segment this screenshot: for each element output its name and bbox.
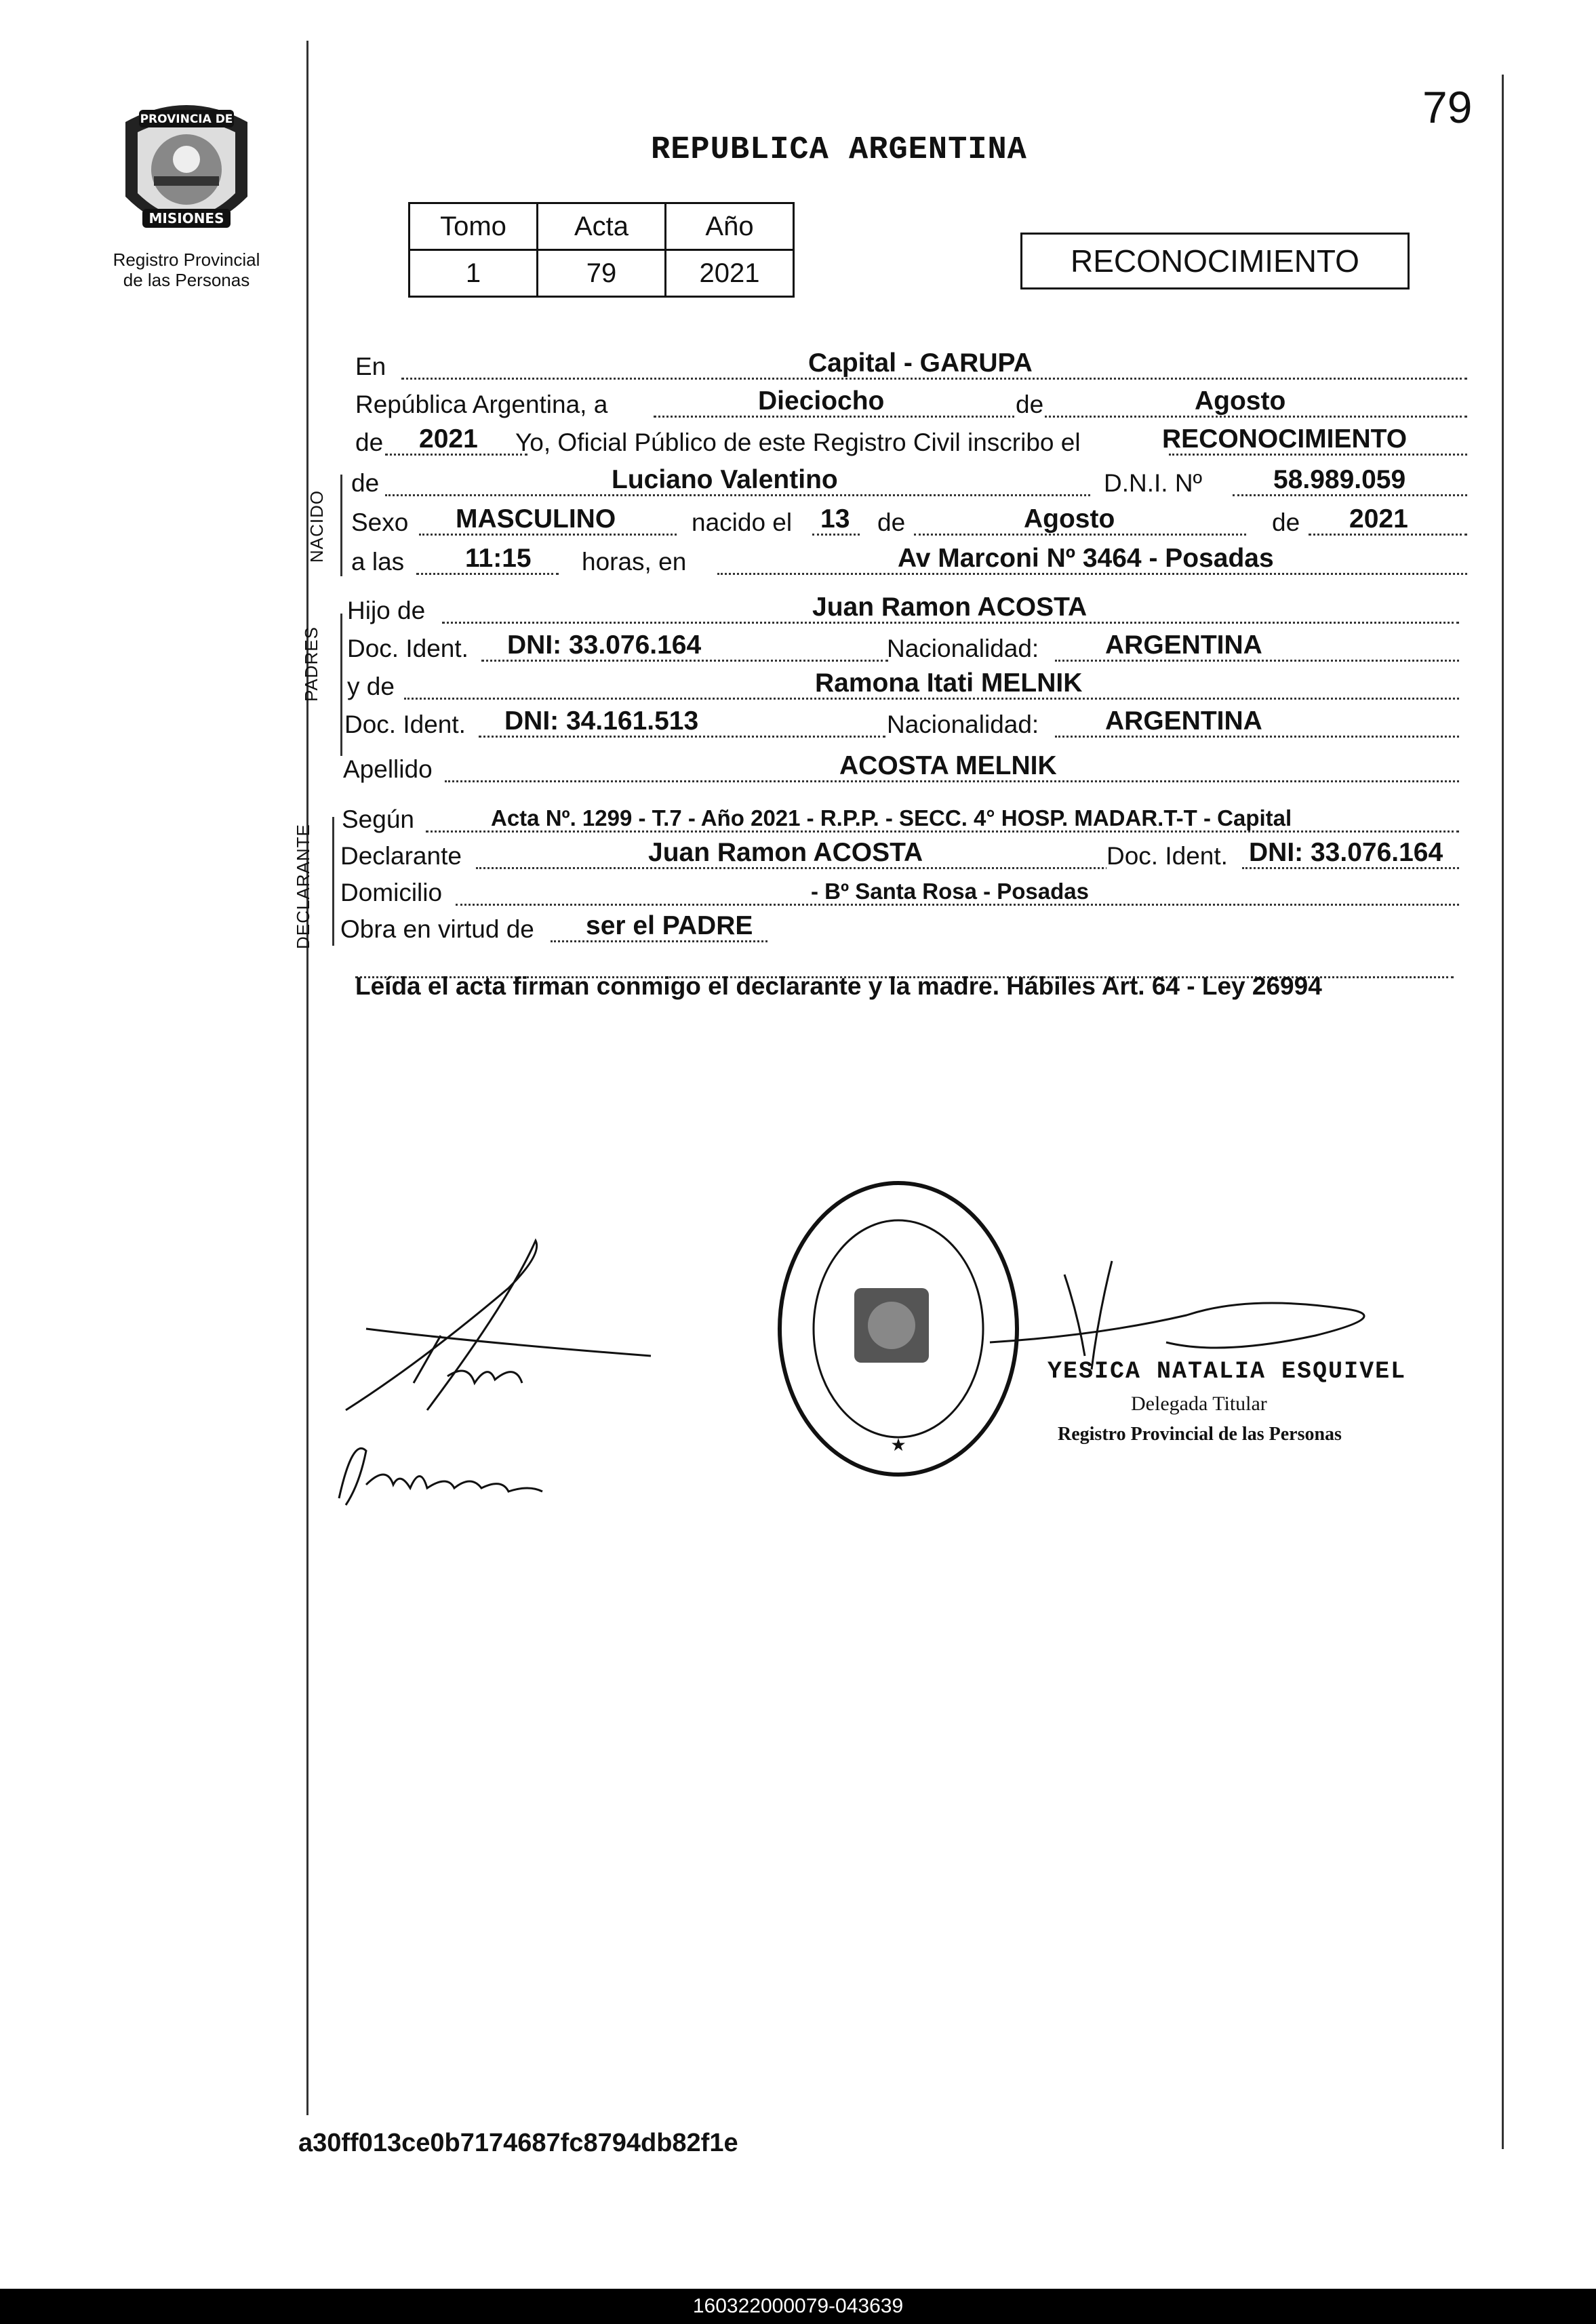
acta-table xyxy=(408,202,795,298)
label-nacido: nacido el xyxy=(692,508,793,536)
form-line-madre xyxy=(347,666,1459,706)
form-line-fecha xyxy=(355,384,1467,424)
value-doc-madre: DNI: 34.161.513 xyxy=(504,706,699,736)
side-label-nacido: NACIDO xyxy=(306,489,327,563)
label-de: de xyxy=(355,428,384,456)
value-hora: 11:15 xyxy=(465,544,532,573)
label-oficial: Yo, Oficial Público de este Registro Civil inscribo el xyxy=(515,428,1081,456)
logo-caption-line2: de las Personas xyxy=(123,270,250,290)
declarante-signature xyxy=(339,1227,692,1451)
madre-signature xyxy=(325,1424,556,1519)
label-nacionalidad: Nacionalidad: xyxy=(887,635,1039,662)
record-type-box: RECONOCIMIENTO xyxy=(1020,233,1410,289)
logo-caption xyxy=(81,249,292,290)
label-declarante: Declarante xyxy=(340,842,462,870)
form-line-nombre xyxy=(351,462,1467,503)
form-line-doc-padre xyxy=(347,628,1459,668)
signer-org: Registro Provincial de las Personas xyxy=(1058,1424,1342,1445)
provincia-misiones-crest-logo xyxy=(112,95,261,251)
value-lugar: Capital - GARUPA xyxy=(808,348,1033,378)
label-de: de xyxy=(1272,508,1300,536)
padres-bracket xyxy=(340,614,342,756)
label-en: En xyxy=(355,353,386,380)
label-horas: horas, en xyxy=(582,548,687,576)
value-nac-madre: ARGENTINA xyxy=(1105,706,1262,736)
value-lugar-nac: Av Marconi Nº 3464 - Posadas xyxy=(898,544,1274,573)
label-nacionalidad: Nacionalidad: xyxy=(887,710,1039,738)
label-dni: D.N.I. Nº xyxy=(1104,469,1203,497)
value-dia: Dieciocho xyxy=(758,386,885,416)
form-line-declarante xyxy=(340,835,1459,876)
svg-text:PROVINCIA DE: PROVINCIA DE xyxy=(140,113,233,126)
label-de: de xyxy=(1016,390,1044,418)
left-margin-line xyxy=(306,41,308,2115)
label-apellido: Apellido xyxy=(343,755,433,783)
signer-name: YESICA NATALIA ESQUIVEL xyxy=(1048,1358,1407,1385)
nacido-bracket xyxy=(340,475,342,576)
footer-code-bar: 160322000079-043639 xyxy=(0,2289,1596,2324)
value-nac-mes: Agosto xyxy=(1024,504,1115,534)
table-value-acta: 79 xyxy=(538,250,666,297)
svg-text:MISIONES: MISIONES xyxy=(148,210,224,226)
value-tipo: RECONOCIMIENTO xyxy=(1162,424,1408,454)
label-doc: Doc. Ident. xyxy=(1106,842,1228,870)
form-line-apellido xyxy=(343,748,1459,789)
table-header-tomo: Tomo xyxy=(410,203,538,250)
form-line-inscripcion xyxy=(355,422,1467,462)
value-madre: Ramona Itati MELNIK xyxy=(815,668,1083,698)
value-mes: Agosto xyxy=(1195,386,1286,416)
form-line-padre xyxy=(347,590,1459,630)
value-segun: Acta Nº. 1299 - T.7 - Año 2021 - R.P.P. - SECC. 4° HOSP. MADAR.T-T - Capital xyxy=(491,805,1292,830)
value-padre: Juan Ramon ACOSTA xyxy=(812,593,1088,622)
side-label-declarante: DECLARANTE xyxy=(293,824,313,949)
table-value-anio: 2021 xyxy=(666,250,794,297)
form-line-hora xyxy=(351,541,1467,582)
closing-text: Leída el acta firman conmigo el declarante y la madre. Hábiles Art. 64 - Ley 26994 xyxy=(355,972,1322,1000)
right-margin-line xyxy=(1502,75,1504,2149)
form-line-domicilio xyxy=(340,872,1459,913)
form-line-sexo xyxy=(351,502,1467,542)
value-nac-anio: 2021 xyxy=(1349,504,1408,534)
label-segun: Según xyxy=(342,805,414,833)
table-value-tomo: 1 xyxy=(410,250,538,297)
value-domicilio: - Bº Santa Rosa - Posadas xyxy=(811,879,1090,904)
label-doc: Doc. Ident. xyxy=(347,635,468,662)
value-declarante: Juan Ramon ACOSTA xyxy=(648,838,923,867)
value-obra: ser el PADRE xyxy=(586,911,753,940)
logo-caption-line1: Registro Provincial xyxy=(113,249,260,270)
side-label-padres: PADRES xyxy=(301,626,321,702)
label-alas: a las xyxy=(351,548,405,576)
label-sexo: Sexo xyxy=(351,508,409,536)
signer-role: Delegada Titular xyxy=(1131,1393,1267,1415)
label-yde: y de xyxy=(347,673,395,700)
page-title: REPUBLICA ARGENTINA xyxy=(651,132,1027,168)
page-number: 79 xyxy=(1422,82,1473,132)
table-header-anio: Año xyxy=(666,203,794,250)
label-domicilio: Domicilio xyxy=(340,879,443,906)
document-hash: a30ff013ce0b7174687fc8794db82f1e xyxy=(298,2129,738,2157)
value-nac-padre: ARGENTINA xyxy=(1105,630,1262,660)
value-dni: 58.989.059 xyxy=(1273,465,1406,494)
form-line-doc-madre xyxy=(344,704,1459,744)
svg-text:★: ★ xyxy=(890,1435,906,1456)
value-anio: 2021 xyxy=(419,424,478,454)
value-sexo: MASCULINO xyxy=(456,504,616,534)
label-de: de xyxy=(877,508,906,536)
registro-provincial-stamp xyxy=(770,1173,1027,1485)
value-doc-declarante: DNI: 33.076.164 xyxy=(1249,838,1443,867)
value-apellido: ACOSTA MELNIK xyxy=(839,751,1057,780)
value-nombre: Luciano Valentino xyxy=(612,465,838,494)
declarante-bracket xyxy=(332,817,334,946)
label-obra: Obra en virtud de xyxy=(340,915,534,943)
label-republica: República Argentina, a xyxy=(355,390,608,418)
value-nac-dia: 13 xyxy=(820,504,850,534)
table-header-acta: Acta xyxy=(538,203,666,250)
value-doc-padre: DNI: 33.076.164 xyxy=(507,630,702,660)
form-line-obra xyxy=(340,908,1459,949)
label-hijo: Hijo de xyxy=(347,597,426,624)
label-doc: Doc. Ident. xyxy=(344,710,466,738)
form-line-lugar xyxy=(355,346,1467,386)
label-de: de xyxy=(351,469,380,497)
form-line-segun xyxy=(342,799,1459,839)
